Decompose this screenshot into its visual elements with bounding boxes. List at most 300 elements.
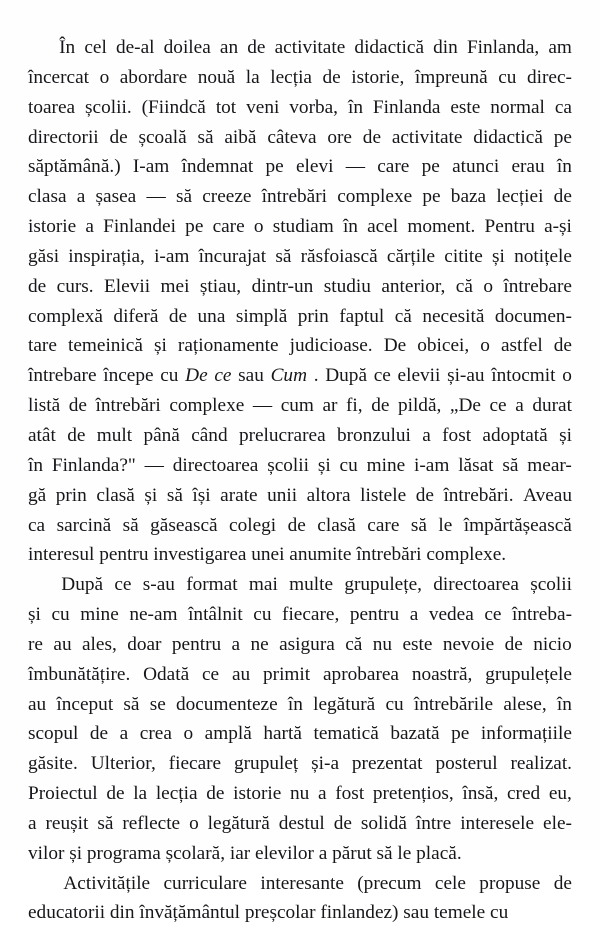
word: să — [175, 186, 193, 208]
word: alese, — [503, 693, 547, 715]
word: judicioase. — [289, 335, 373, 357]
word: în — [342, 216, 358, 238]
word: o — [253, 216, 264, 238]
word: bronzului — [336, 424, 411, 446]
word: în — [347, 96, 363, 118]
text-line — [28, 152, 572, 182]
text-line — [28, 481, 572, 511]
word: întreba- — [512, 604, 572, 626]
word: când — [191, 424, 228, 446]
word: întrebări — [261, 186, 327, 208]
word: cu — [160, 365, 179, 387]
word: Finlanda, — [466, 37, 540, 58]
word — [271, 361, 307, 391]
text-line — [28, 242, 572, 272]
word: Activitățile — [63, 872, 151, 894]
word: interesante — [260, 872, 344, 894]
word: durat — [532, 395, 572, 417]
word: didactică — [354, 37, 425, 58]
word: dintr-un — [251, 275, 314, 297]
word: — — [144, 454, 164, 476]
word: este — [450, 96, 481, 118]
word: reflecte — [122, 812, 181, 834]
word: (precum — [357, 872, 422, 894]
word: a — [28, 812, 37, 834]
word: că — [345, 633, 363, 655]
word: de — [206, 783, 225, 805]
word: de — [68, 395, 87, 417]
word: de — [67, 424, 86, 446]
word: obicei, — [417, 335, 470, 357]
word: elevii — [397, 365, 441, 387]
word: împreună — [414, 66, 488, 88]
word: școlii — [530, 574, 572, 596]
word: notițele — [514, 245, 572, 267]
word: După — [61, 574, 104, 596]
word: de — [28, 275, 47, 297]
word: de — [287, 514, 306, 536]
word: care — [377, 156, 410, 178]
text-line — [28, 749, 572, 779]
word: însă, — [462, 783, 499, 805]
word: cu — [385, 693, 404, 715]
word: o — [483, 275, 493, 297]
text-line — [28, 391, 572, 421]
word: curs. — [56, 275, 94, 297]
word: a — [231, 633, 241, 655]
word: re — [28, 633, 43, 655]
word: baza — [450, 186, 487, 208]
paragraph-3 — [28, 869, 572, 928]
word: posterul — [435, 753, 498, 775]
word: să — [410, 514, 427, 536]
word: necesită — [422, 305, 485, 327]
word: împărtășească — [463, 514, 572, 536]
word: acel — [367, 216, 399, 238]
word: școlii. — [85, 96, 132, 118]
word: legătură — [207, 812, 270, 834]
text-line — [28, 690, 572, 720]
word: și — [28, 604, 41, 626]
word: atunci — [452, 156, 500, 178]
word: că — [455, 275, 473, 297]
word: propuse — [479, 872, 541, 894]
word: a — [76, 186, 86, 208]
word: activitate — [274, 37, 346, 58]
word: pentru — [171, 633, 222, 655]
word: nu — [372, 633, 393, 655]
text-line — [28, 779, 572, 809]
word: gă — [28, 484, 47, 506]
word: I-am — [132, 156, 170, 178]
word: grupulețele — [485, 663, 572, 685]
word: studiu — [323, 275, 371, 297]
word: întocmit — [491, 365, 556, 387]
word: să — [502, 454, 519, 476]
word: de — [553, 186, 572, 208]
word: care — [367, 514, 400, 536]
word: sau — [238, 365, 264, 387]
word: Proiectul — [28, 783, 98, 805]
word: clasă — [96, 484, 135, 506]
word: ne — [250, 633, 269, 655]
paragraph-indent — [28, 570, 50, 600]
word: și — [559, 424, 572, 446]
word: istorie — [28, 216, 77, 238]
word: îndemnat — [181, 156, 254, 178]
word: prezentat — [351, 753, 423, 775]
word: citite — [444, 245, 483, 267]
word: mine — [366, 454, 406, 476]
word: fiecare — [168, 753, 222, 775]
word: hartă — [263, 723, 302, 745]
word: complexe — [337, 186, 413, 208]
text-line — [28, 540, 572, 570]
text-line — [28, 33, 572, 63]
word: Pentru — [484, 216, 535, 238]
word: a-și — [544, 216, 572, 238]
word: pe — [451, 723, 470, 745]
word: complexă — [28, 305, 103, 327]
word: i-am — [154, 245, 190, 267]
text-line — [28, 421, 572, 451]
word: direc- — [526, 66, 572, 88]
word: pildă, — [397, 395, 442, 417]
word: este — [402, 633, 433, 655]
text-line — [28, 451, 572, 481]
text-run: interesul pentru investigarea unei anumite întrebări complexe. — [28, 544, 507, 566]
word: mult — [96, 424, 133, 446]
word: întrebări. — [443, 484, 514, 506]
word: de — [168, 305, 188, 327]
word: se — [149, 693, 166, 715]
word: legătură — [313, 693, 376, 715]
word: inspirația, — [68, 245, 145, 267]
paragraph-indent — [28, 869, 50, 899]
word: grupuleț — [234, 753, 299, 775]
emphasized-term: ce — [214, 365, 232, 387]
word: fost — [335, 783, 365, 805]
word: pretențios, — [372, 783, 454, 805]
word: pe — [265, 156, 284, 178]
word: ne-am — [129, 604, 178, 626]
word: am — [548, 37, 572, 58]
word: tot — [215, 96, 237, 118]
text-line — [28, 331, 572, 361]
word: erau — [511, 156, 545, 178]
word: nicio — [533, 633, 572, 655]
word: în — [556, 156, 572, 178]
word: elevi — [295, 156, 334, 178]
word: adoptată — [482, 424, 548, 446]
word: astfel — [500, 335, 543, 357]
word: școlii — [267, 454, 309, 476]
word: și — [492, 245, 505, 267]
word: an — [219, 37, 239, 58]
word: s-au — [142, 574, 175, 596]
emphasized-term: Cum — [270, 365, 307, 387]
word: pentru — [349, 604, 400, 626]
word: în — [287, 693, 303, 715]
text-line — [28, 511, 572, 541]
word: ele- — [543, 812, 572, 834]
word: — — [146, 186, 166, 208]
word: și — [144, 484, 158, 506]
word: știau, — [199, 275, 242, 297]
word: grupulețe, — [344, 574, 422, 596]
word: de — [106, 783, 125, 805]
word — [214, 361, 231, 391]
word: nouă — [197, 66, 236, 88]
word: întrebare — [28, 365, 97, 387]
word: „De — [449, 395, 481, 417]
word: a — [119, 723, 129, 745]
text-line — [28, 600, 572, 630]
word: — — [252, 395, 273, 417]
word: încercat — [28, 66, 90, 88]
word: atât — [28, 424, 56, 446]
text-line — [28, 570, 572, 600]
word: de — [362, 126, 381, 148]
word: lecția — [270, 66, 312, 88]
word: de — [415, 484, 434, 506]
word: să — [123, 693, 140, 715]
word: de — [247, 37, 266, 58]
word: studiam — [272, 216, 334, 238]
word: ce — [489, 395, 507, 417]
word: listă — [28, 395, 61, 417]
word: mai — [248, 574, 278, 596]
word: în — [28, 454, 43, 476]
body-text-column — [28, 33, 572, 928]
word: ca — [554, 96, 572, 118]
word: pe — [553, 126, 572, 148]
word: pe — [422, 186, 441, 208]
text-line — [28, 898, 572, 928]
emphasized-term: De — [185, 365, 208, 387]
word: directoarea — [172, 454, 259, 476]
word: moment. — [407, 216, 476, 238]
word: pe — [421, 156, 440, 178]
word: clasă — [317, 514, 356, 536]
word: mine — [80, 604, 119, 626]
word: își — [192, 484, 211, 506]
word: faptul — [339, 305, 385, 327]
word: Odată — [143, 663, 190, 685]
word: ca — [28, 514, 46, 536]
word: care — [212, 216, 245, 238]
word: realizat. — [510, 753, 572, 775]
word: a — [422, 424, 431, 446]
word: prelucrarea — [238, 424, 326, 446]
word: nu — [290, 783, 310, 805]
word: de — [333, 812, 352, 834]
word: pe — [185, 216, 204, 238]
text-line — [28, 660, 572, 690]
word: să — [122, 514, 139, 536]
word: Finlandei — [103, 216, 176, 238]
text-line — [28, 302, 572, 332]
text-run: educatorii din învățământul preșcolar finlandez) sau temele cu — [28, 902, 509, 924]
text-line — [28, 361, 572, 391]
word: să — [97, 812, 114, 834]
word: doar — [127, 633, 162, 655]
word: clasa — [28, 186, 67, 208]
word: simplă — [235, 305, 288, 327]
word: noastră, — [411, 663, 473, 685]
word: cel — [84, 37, 107, 58]
paragraph-1 — [28, 33, 572, 570]
text-line — [28, 809, 572, 839]
text-line — [28, 839, 572, 869]
word: să — [166, 484, 183, 506]
word: creeze — [202, 186, 252, 208]
word: și-au — [447, 365, 485, 387]
word: De — [383, 335, 407, 357]
word: mear- — [527, 454, 572, 476]
word: normal — [490, 96, 545, 118]
text-run: vilor și programa școlară, iar elevilor a părut să le placă. — [28, 842, 462, 864]
word: vorba, — [289, 96, 339, 118]
word: destul — [278, 812, 325, 834]
word: de — [504, 633, 523, 655]
word: arate — [220, 484, 258, 506]
text-line — [28, 63, 572, 93]
word: cele — [434, 872, 466, 894]
word: complexe — [169, 395, 245, 417]
word: multe — [289, 574, 334, 596]
word: toarea — [28, 96, 76, 118]
word: școală — [138, 126, 187, 148]
word: îmbunătățire. — [28, 663, 131, 685]
word: colegi — [229, 514, 277, 536]
word: că — [394, 305, 412, 327]
word: fi, — [346, 395, 363, 417]
word: interesele — [460, 812, 535, 834]
word: format — [186, 574, 238, 596]
word: la — [245, 66, 260, 88]
word: găsi — [28, 245, 60, 267]
paragraph-2 — [28, 570, 572, 868]
word: începe — [103, 365, 154, 387]
word: a — [515, 395, 524, 417]
word: de — [109, 126, 128, 148]
word: anterior, — [381, 275, 446, 297]
word: ce — [373, 365, 391, 387]
word: prin — [297, 305, 329, 327]
word: directoarea — [433, 574, 519, 596]
word: cu — [339, 454, 358, 476]
word: asigura — [279, 633, 335, 655]
word: întrebare — [503, 275, 572, 297]
word: primit — [263, 663, 311, 685]
text-line — [28, 719, 572, 749]
word: didactică — [473, 126, 543, 148]
word: o — [562, 365, 572, 387]
word: cum — [280, 395, 314, 417]
word: și — [153, 335, 167, 357]
word: ore — [327, 126, 352, 148]
word: documenteze — [175, 693, 278, 715]
word: bazată — [390, 723, 440, 745]
paragraph-indent — [28, 33, 50, 63]
word: directorii — [28, 126, 99, 148]
word: mei — [160, 275, 190, 297]
word: În — [59, 37, 76, 58]
word: fost — [442, 424, 472, 446]
word: veni — [246, 96, 280, 118]
word: După — [325, 365, 367, 387]
word: reușit — [45, 812, 89, 834]
word: solidă — [360, 812, 407, 834]
text-line — [28, 869, 572, 899]
word — [185, 361, 207, 391]
word: prin — [55, 484, 87, 506]
text-line — [28, 123, 572, 153]
word: o — [189, 812, 199, 834]
word: ar — [322, 395, 338, 417]
text-line — [28, 182, 572, 212]
word: întrebări — [95, 395, 161, 417]
word: de — [553, 335, 572, 357]
word: o — [480, 335, 490, 357]
word: sarcină — [56, 514, 112, 536]
word: (Fiindcă — [141, 96, 206, 118]
word: eu, — [548, 783, 572, 805]
word: temeinică — [67, 335, 143, 357]
word: încurajat — [198, 245, 267, 267]
word: șasea — [95, 186, 137, 208]
word: curriculare — [163, 872, 247, 894]
word: ce — [484, 604, 502, 626]
word: lăsat — [458, 454, 494, 476]
word: le — [438, 514, 453, 536]
word: activitate — [391, 126, 463, 148]
text-line — [28, 93, 572, 123]
word: lecției — [496, 186, 544, 208]
word: între — [415, 812, 452, 834]
word: Elevii — [104, 275, 151, 297]
word: de-al — [115, 37, 155, 58]
word: informațiile — [480, 723, 572, 745]
word: tematică — [313, 723, 379, 745]
word: crea — [139, 723, 172, 745]
word: să — [275, 245, 292, 267]
word: găsite. — [28, 753, 78, 775]
word: documen- — [494, 305, 572, 327]
word: doilea — [163, 37, 211, 58]
word: au — [53, 633, 72, 655]
word: unii — [267, 484, 298, 506]
word: și — [317, 454, 331, 476]
word: și-a — [311, 753, 339, 775]
word: ce — [202, 663, 220, 685]
word: ales, — [82, 633, 117, 655]
word: cred — [506, 783, 541, 805]
word: nevoie — [442, 633, 495, 655]
word: până — [143, 424, 180, 446]
word: tare — [28, 335, 57, 357]
text-line — [28, 212, 572, 242]
word: de — [371, 395, 390, 417]
text-line — [28, 630, 572, 660]
word: aprobarea — [323, 663, 399, 685]
word: istorie — [233, 783, 282, 805]
word: în — [556, 693, 572, 715]
word: . — [313, 365, 319, 387]
word: găsească — [150, 514, 218, 536]
word: să — [197, 126, 214, 148]
